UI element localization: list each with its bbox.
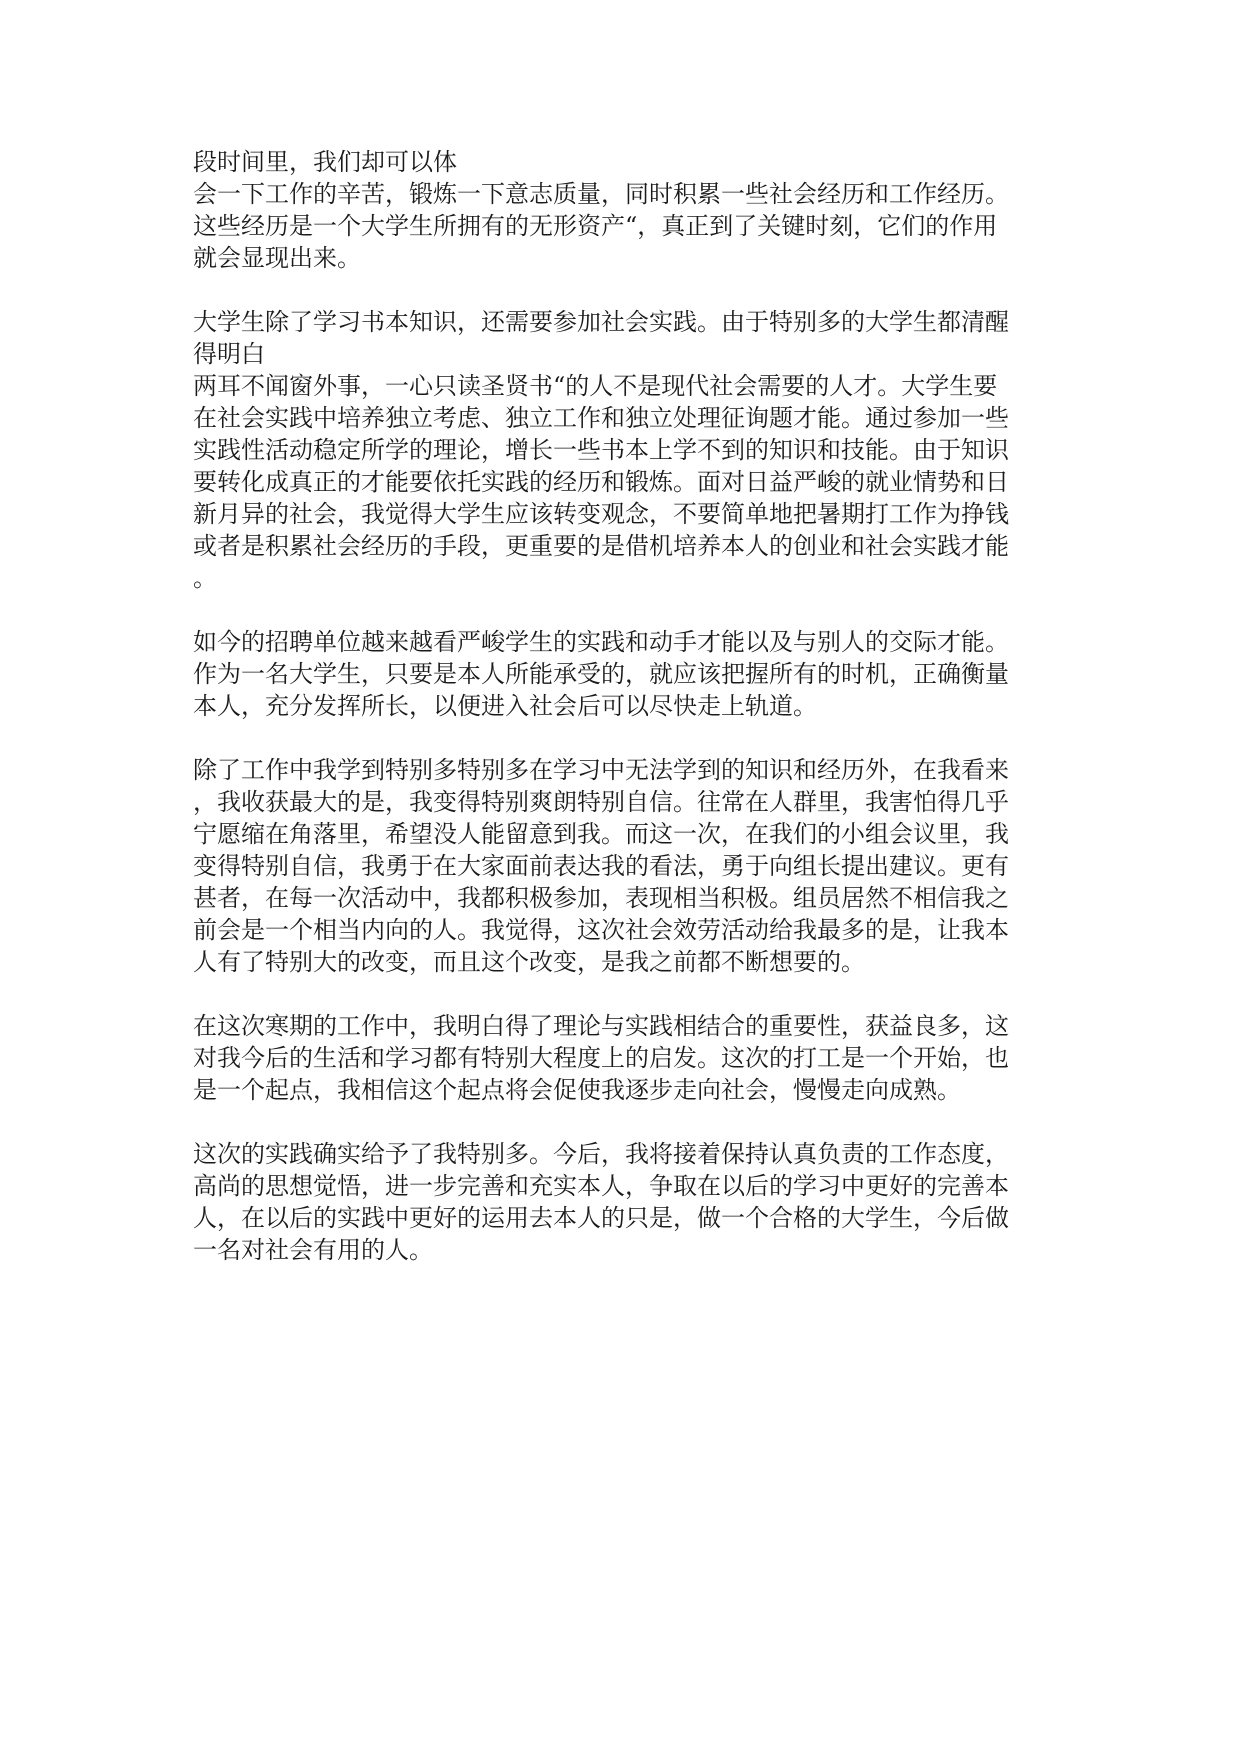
text-line: 得明白 [193,340,265,368]
text-line: 一名对社会有用的人。 [193,1236,433,1264]
text-line: 这些经历是一个大学生所拥有的无形资产“，真正到了关键时刻，它们的作用 [193,212,998,240]
text-line: 变得特别自信，我勇于在大家面前表达我的看法，勇于向组长提出建议。更有 [193,852,1009,880]
text-line: 或者是积累社会经历的手段，更重要的是借机培养本人的创业和社会实践才能 [193,532,1009,560]
text-line: 人有了特别大的改变，而且这个改变，是我之前都不断想要的。 [193,948,865,976]
text-line: 如今的招聘单位越来越看严峻学生的实践和动手才能以及与别人的交际才能。 [193,628,1009,656]
text-line: 人，在以后的实践中更好的运用去本人的只是，做一个合格的大学生，今后做 [193,1204,1009,1232]
text-line: 大学生除了学习书本知识，还需要参加社会实践。由于特别多的大学生都清醒 [193,308,1009,336]
text-line: 甚者，在每一次活动中，我都积极参加，表现相当积极。组员居然不相信我之 [193,884,1009,912]
text-line: 这次的实践确实给予了我特别多。今后，我将接着保持认真负责的工作态度， [193,1140,1009,1168]
text-line: 宁愿缩在角落里，希望没人能留意到我。而这一次，在我们的小组会议里，我 [193,820,1009,848]
text-line: 前会是一个相当内向的人。我觉得，这次社会效劳活动给我最多的是，让我本 [193,916,1009,944]
text-line: 除了工作中我学到特别多特别多在学习中无法学到的知识和经历外，在我看来 [193,756,1009,784]
paragraph-5 [193,1010,1053,1106]
paragraph-4 [193,754,1053,978]
paragraph-3 [193,626,1053,722]
text-line: 对我今后的生活和学习都有特别大程度上的启发。这次的打工是一个开始，也 [193,1044,1009,1072]
document-body [193,146,1053,1298]
text-line: 在这次寒期的工作中，我明白得了理论与实践相结合的重要性，获益良多，这 [193,1012,1009,1040]
text-line: 两耳不闻窗外事，一心只读圣贤书“的人不是现代社会需要的人才。大学生要 [193,372,998,400]
text-line: 实践性活动稳定所学的理论，增长一些书本上学不到的知识和技能。由于知识 [193,436,1009,464]
text-line: 新月异的社会，我觉得大学生应该转变观念，不要简单地把暑期打工作为挣钱 [193,500,1009,528]
text-line: 段时间里，我们却可以体 [193,148,457,176]
paragraph-6 [193,1138,1053,1266]
text-line: 在社会实践中培养独立考虑、独立工作和独立处理征询题才能。通过参加一些 [193,404,1009,432]
text-line: 本人，充分发挥所长，以便进入社会后可以尽快走上轨道。 [193,692,817,720]
paragraph-2 [193,306,1053,594]
text-line: 会一下工作的辛苦，锻炼一下意志质量，同时积累一些社会经历和工作经历。 [193,180,1009,208]
text-line: 作为一名大学生，只要是本人所能承受的，就应该把握所有的时机，正确衡量 [193,660,1009,688]
text-line: 。 [193,564,217,592]
text-line: 就会显现出来。 [193,244,361,272]
text-line: ，我收获最大的是，我变得特别爽朗特别自信。往常在人群里，我害怕得几乎 [193,788,1009,816]
text-line: 要转化成真正的才能要依托实践的经历和锻炼。面对日益严峻的就业情势和日 [193,468,1009,496]
paragraph-1 [193,146,1053,274]
text-line: 是一个起点，我相信这个起点将会促使我逐步走向社会，慢慢走向成熟。 [193,1076,961,1104]
text-line: 高尚的思想觉悟，进一步完善和充实本人，争取在以后的学习中更好的完善本 [193,1172,1009,1200]
